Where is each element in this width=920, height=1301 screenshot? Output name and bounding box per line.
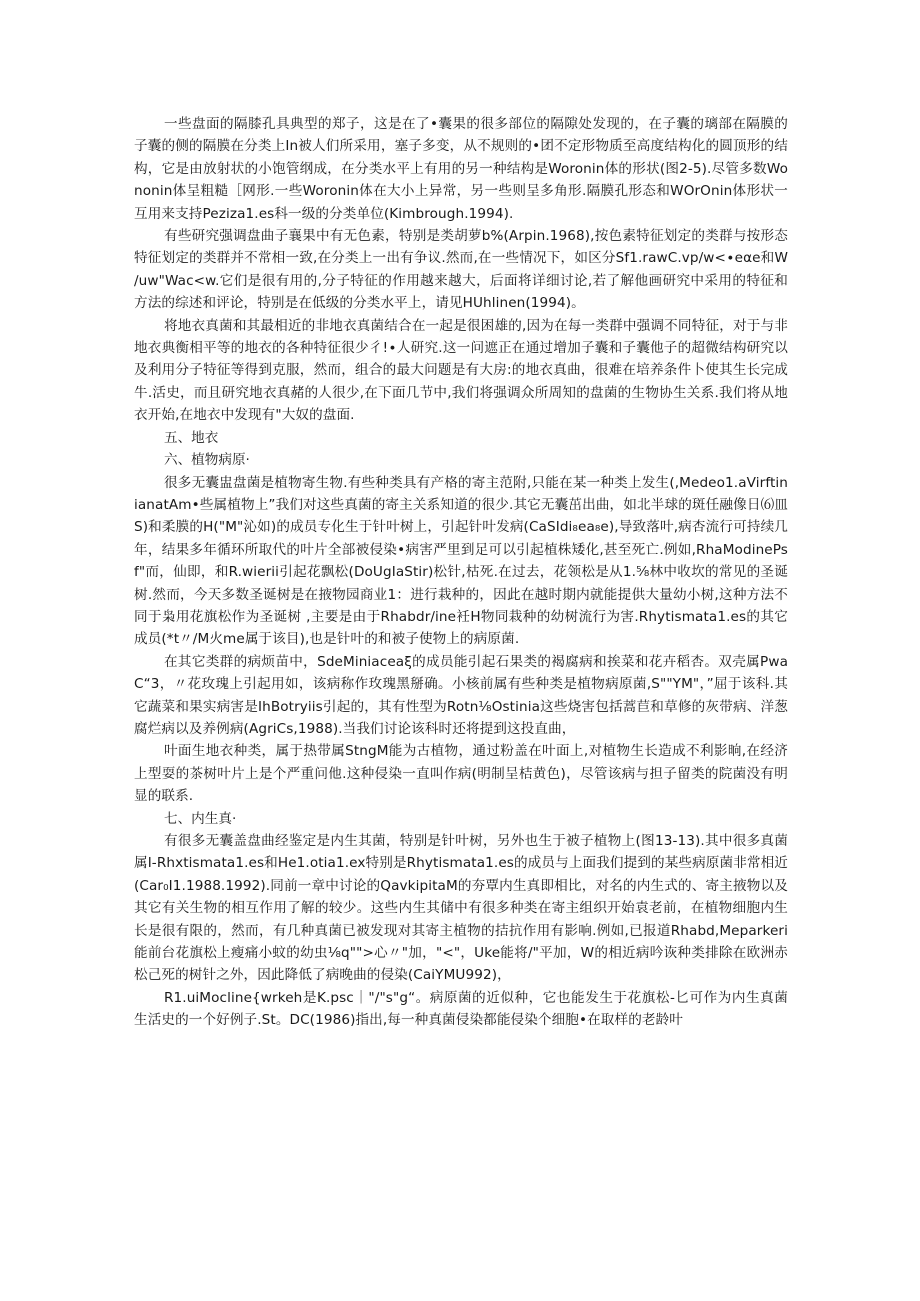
paragraph-foliicolous-lichens: 叶面生地衣种类，属于热带属StngM能为古植物，通过粉盖在叶面上,对植物生长造成不利影晌,在经济上型耍的茶树叶片上是个严重问他.这种侵染一直叫作病(明制呈桔黄色)，尽管该病与担子留类的院菌没有明显的联系. — [134, 743, 788, 805]
section-heading-lichens: 五、地衣 — [164, 429, 219, 446]
paragraph-lichen-fungi: 将地衣真菌和其最相近的非地衣真菌结合在一起是很困雄的,因为在每一类群中强调不同特征，对于与非地衣典衡相平等的地衣的各种特征很少彳!∙人研究.这一问遮正在通过增加子囊和子囊他子的超微结构研究以及利用分子特征等得到克服，然而，组合的最大问题是有大房:的地衣真曲，很难在培养条件卜使其生长完成牛.活史，而且研究地衣真赭的人很少,在下面几节中,我们将强调众所周知的盘菌的生物协生关系.我们将从地衣开始,在地衣中发现有"大奴的盘面. — [134, 317, 788, 424]
section-heading-plant-pathogens: 六、植物病原· — [164, 452, 250, 469]
paragraph-endophytes: 有很多无囊盖盘曲经鉴定是内生其菌，特别是针叶树，另外也生于被子植物上(图13-13).其中很多真菌属I-Rhxtismata1.es和He1.otia1.ex特别是Rhytismata1.es的成员与上面我们提到的某些病原菌非常相近(Car₀I1.1988.1992).同前一章中讨论的QavkipitaM的夯覃内生真即相比，对名的内生式的、寄主掖物以及其它有关生物的相互作用了解的较少。这些内生其储中有很多种类在寄主组织开始袁老前，在植物细胞内生长是很有限的，然而，有几种真菌已被发现对其寄主植物的拮抗作用有影响.例如,已报道Rhabd,Meparkeri能前台花旗松上瘦痛小蚊的幼虫⅛q"">心〃"加，"<"，Uke能将/"平加，W的相近病吟诙种类排除在欧洲赤松己死的树针之外，因此降低了病晚曲的侵染(CaiYMU992)， — [134, 833, 788, 984]
paragraph-rhabdocline: R1.uiMocline{wrkeh是K.psc｜"∕"s"g“。病原菌的近似种，它也能发生于花旗松-匕可作为内生真菌生活史的一个好例子.St。DC(1986)指出,每一种真菌侵染都能侵染个细胞•在取样的老龄叶 — [134, 989, 788, 1029]
paragraph-woronin: 一些盘面的隔膝孔具典型的郑子，这是在了•囊果的很多部位的隔隙处发现的，在子囊的璃部在隔膜的子囊的侧的隔膜在分类上In被人们所采用，塞子多变，从不规则的•团不定形物质至高度结构化的圆顶形的结构，它是由放射状的小饱管纲成，在分类水平上有用的另一种结构是Woronin体的形状(图2-5).尽管多数Wononin体呈粗糙［网形.一些Woronin体在大小上异常，另一些则呈多角形.隔膜孔形态和WOrOnin体形状一互用来支持Peziza1.es科一级的分类单位(Kimbrough.1994). — [134, 116, 788, 222]
section-heading-endophytes: 七、内生真· — [164, 810, 237, 827]
paragraph-plant-parasites: 很多无囊盅盘菌是植物寄生物.有些种类具有产格的寄主范附,只能在某一种类上发生(,Medeo1.aVirftinianatAm•些属植物上”我们对这些真菌的寄主关系知道的很少.其它无囊茁出曲，如北半球的斑任融像日⑹皿S)和柔膜的H("M"沁如)的成员专化生于针叶树上，引起针叶发病(CaSIdi₈ea₈e),导致落叶,病杏流行可持续几年，结果多年循环所取代的叶片全部被侵染•病害严里到足可以引起植株矮化,甚至死亡.例如,RhaModinePsf"而，仙即，和R.wierii引起花飘松(DoUgIaStir)松针,枯死.在过去，花领松是从1.⅝林中收坎的常见的圣诞树.然而，今天多数圣诞树是在掖物园商业1：进行栽种的，因此在越时期内就能提供大量幼小树,这种方法不同于枭用花旗松作为圣诞树 ,主要是由于Rhabdr∕ine衽H物同栽种的幼树流行为害.Rhytismata1.es的其它成员(*t〃∕M火me属于该目),也是针叶的和被子使物上的病原菌. — [134, 474, 788, 648]
paragraph-pigments: 有些研究强调盘曲子襄果中有无色素，特别是类胡萝b%(Arpin.1968),按色素特征划定的类群与按形态特征划定的类群并不常相一致,在分类上一出有争议.然而,在一些情况下，如区分Sf1.rawC.vp∕w<∙eαe和W∕uw"Wac<w.它们是很有用的,分子特征的作用越来越大，后面将详细讨论,若了解他画研究中采用的特征和方法的综述和评论，特别是在低级的分类水平上，请见HUhlinen(1994)。 — [134, 228, 788, 312]
document-body — [134, 113, 788, 1032]
paragraph-sclerotiniaceae: 在其它类群的病烦苗中，SdeMiniaceaξ的成员能引起石果类的褐腐病和挨菜和花卉稻杏。双壳属PwaC“3，〃花玫瑰上引起用如，该病称作玫瑰黑掰确。小核前属有些种类是植物病原菌,S""YM"，”屈于该科.其它蔬菜和果实病害是IhBotryiis引起的，其有性型为Rotn⅛Ostinia这些烧害包括蒿苣和草修的灰带病、洋葱腐烂病以及养例病(AgriCs,1988).当我们讨论该科时还将提到这投直曲， — [134, 653, 788, 737]
